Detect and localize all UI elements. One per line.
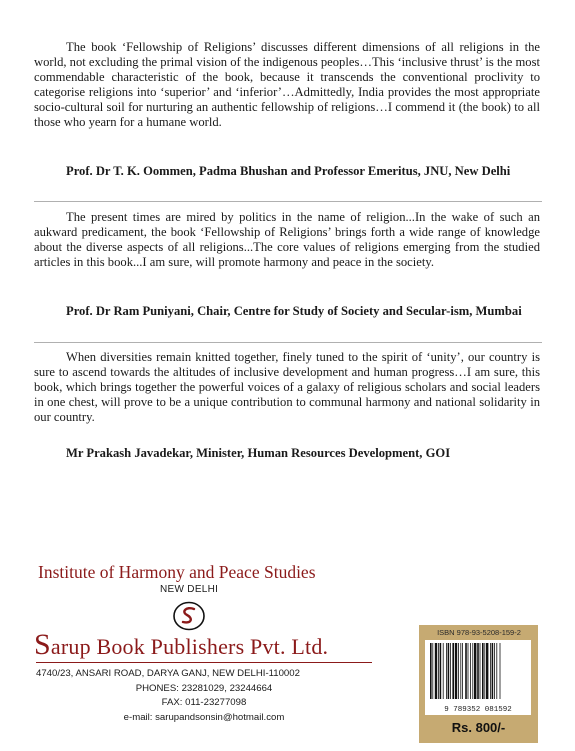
barcode-digits: 9 789352 081592 <box>444 706 512 714</box>
attribution-text: Mr Prakash Javadekar, Minister, Human Resources Development, GOI <box>66 446 451 460</box>
divider <box>34 201 542 202</box>
endorsement-text: When diversities remain knitted together, finely tuned to the spirit of ‘unity’, our country is sure to ascend towards the altitudes of inclusive development and human progress…I am sure, this book, which brings together the powerful voices of a galaxy of religious scholars and social leaders in one chest, will prove to be a unique contribution to communal harmony and national solidarity in our country. <box>34 350 540 424</box>
price: Rs. 800/- <box>451 720 506 735</box>
publisher-contact <box>36 667 372 725</box>
publisher-name <box>34 628 328 662</box>
attribution-text: Prof. Dr Ram Puniyani, Chair, Centre for Study of Society and Secular-ism, Mumbai <box>66 304 522 318</box>
publisher-email: e-mail: sarupandsonsin@hotmail.com <box>123 711 285 723</box>
divider <box>34 342 542 343</box>
endorsement-1-attribution <box>34 164 540 179</box>
endorsement-3 <box>34 350 540 425</box>
endorsement-2-attribution <box>34 304 540 319</box>
endorsement-1 <box>34 40 540 130</box>
endorsement-text: The book ‘Fellowship of Religions’ discusses different dimensions of all religions in the world, not excluding the primal vision of the indigenous peoples…This ‘inclusive thrust’ is the most commendable characteristic of the book, because it transcends the conventional proclivity to categorise religions into ‘superior’ and ‘inferior’…Admittedly, India provides the most appropriate socio-cultural soil for nurturing an authentic fellowship of religions…I commend it (the book) to all those who yearn for a humane world. <box>34 40 540 129</box>
publisher-phones: PHONES: 23281029, 23244664 <box>135 682 273 694</box>
barcode <box>425 640 531 715</box>
publisher-logo-icon <box>172 601 206 631</box>
isbn-label: ISBN 978-93-5208-159-2 <box>437 628 521 637</box>
isbn-price-box <box>419 625 538 743</box>
barcode-bars-icon <box>429 643 527 699</box>
publisher-underline <box>36 662 372 663</box>
endorsement-2 <box>34 210 540 270</box>
endorsement-3-attribution <box>34 446 540 461</box>
publisher-name-rest: arup Book Publishers Pvt. Ltd. <box>50 634 329 659</box>
publisher-address: 4740/23, ANSARI ROAD, DARYA GANJ, NEW DELHI-110002 <box>36 668 300 679</box>
institute-city: NEW DELHI <box>160 584 219 595</box>
publisher-fax: FAX: 011-23277098 <box>161 697 247 708</box>
endorsement-text: The present times are mired by politics in the name of religion...In the wake of such an aukward predicament, the book ‘Fellowship of Religions’ brings forth a wide range of knowledge about the diverse aspects of all religions...The core values of religions emerging from the studied articles in this book...I am sure, will promote harmony and peace in the society. <box>34 210 540 269</box>
attribution-text: Prof. Dr T. K. Oommen, Padma Bhushan and Professor Emeritus, JNU, New Delhi <box>66 164 511 178</box>
institute-name: Institute of Harmony and Peace Studies <box>38 562 316 582</box>
publisher-name-initial: S <box>34 628 51 661</box>
